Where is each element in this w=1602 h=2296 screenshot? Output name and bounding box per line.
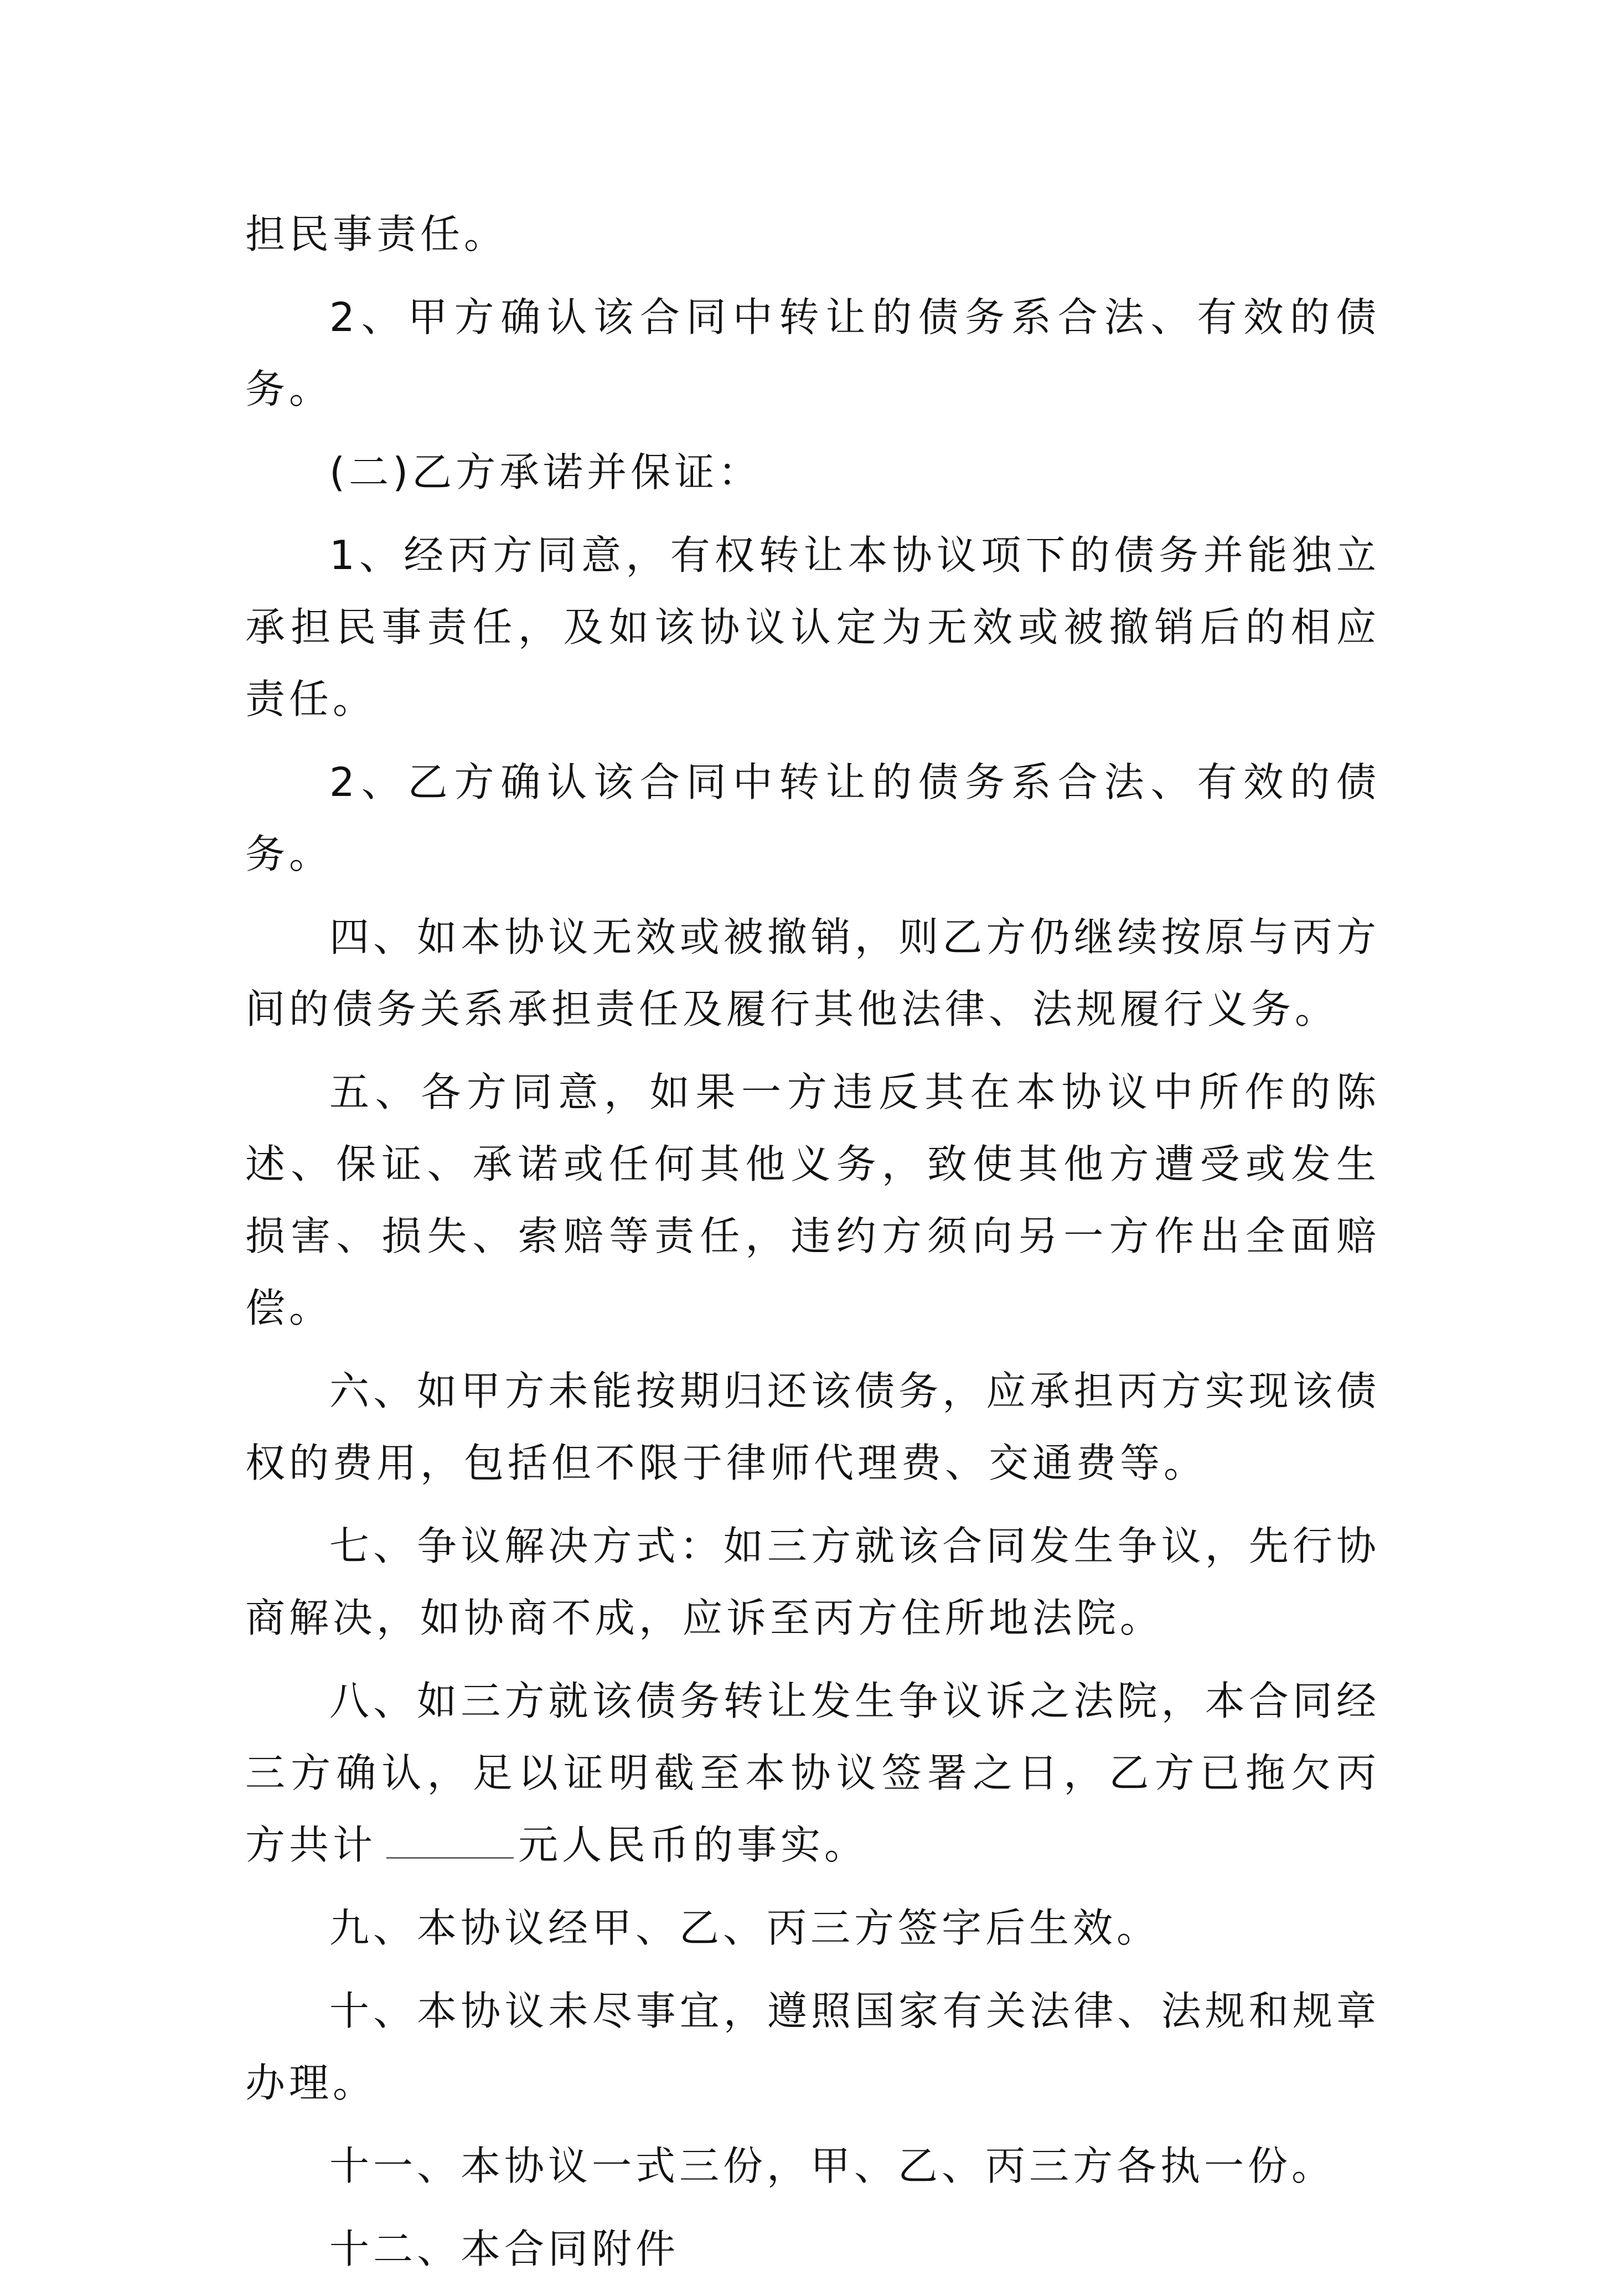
paragraph-clause-6: 六、如甲方未能按期归还该债务，应承担丙方实现该债权的费用，包括但不限于律师代理费、交通费等。 [245, 1368, 1380, 1486]
paragraph-party-b-item-1: 1、经丙方同意，有权转让本协议项下的债务并能独立承担民事责任，及如该协议认定为无效或被撤销后的相应责任。 [245, 532, 1380, 722]
paragraph-party-b-item-2: 2、乙方确认该合同中转让的债务系合法、有效的债务。 [245, 759, 1380, 877]
paragraph-party-a-confirm: 2、甲方确认该合同中转让的债务系合法、有效的债务。 [245, 294, 1380, 412]
paragraph-clause-7: 七、争议解决方式：如三方就该合同发生争议，先行协商解决，如协商不成，应诉至丙方住所地法院。 [245, 1523, 1380, 1641]
document-body [245, 198, 1380, 2296]
paragraph-party-b-heading: (二)乙方承诺并保证： [329, 449, 762, 495]
paragraph-clause-11: 十一、本协议一式三份，甲、乙、丙三方各执一份。 [329, 2143, 1336, 2189]
paragraph-clause-8 [245, 1665, 1380, 1881]
clause-8-text-end: 元人民币的事实。 [518, 1822, 869, 1868]
paragraph-clause-4: 四、如本协议无效或被撤销，则乙方仍继续按原与丙方间的债务关系承担责任及履行其他法律、法规履行义务。 [245, 914, 1380, 1032]
paragraph-clause-10: 十、本协议未尽事宜，遵照国家有关法律、法规和规章办理。 [245, 1988, 1380, 2106]
paragraph-clause-12: 十二、本合同附件 [329, 2226, 680, 2272]
amount-blank-field[interactable] [386, 1823, 514, 1859]
paragraph-continuation: 担民事责任。 [245, 211, 508, 257]
clause-8-text: 八、如三方就该债务转让发生争议诉之法院，本合同经三方确认，足以证明截至本协议签署之日，乙方已拖欠丙方共计 [245, 1678, 1380, 1868]
paragraph-clause-9: 九、本协议经甲、乙、丙三方签字后生效。 [329, 1905, 1161, 1951]
paragraph-clause-5: 五、各方同意，如果一方违反其在本协议中所作的陈述、保证、承诺或任何其他义务，致使其他方遭受或发生损害、损失、索赔等责任，违约方须向另一方作出全面赔偿。 [245, 1069, 1380, 1331]
